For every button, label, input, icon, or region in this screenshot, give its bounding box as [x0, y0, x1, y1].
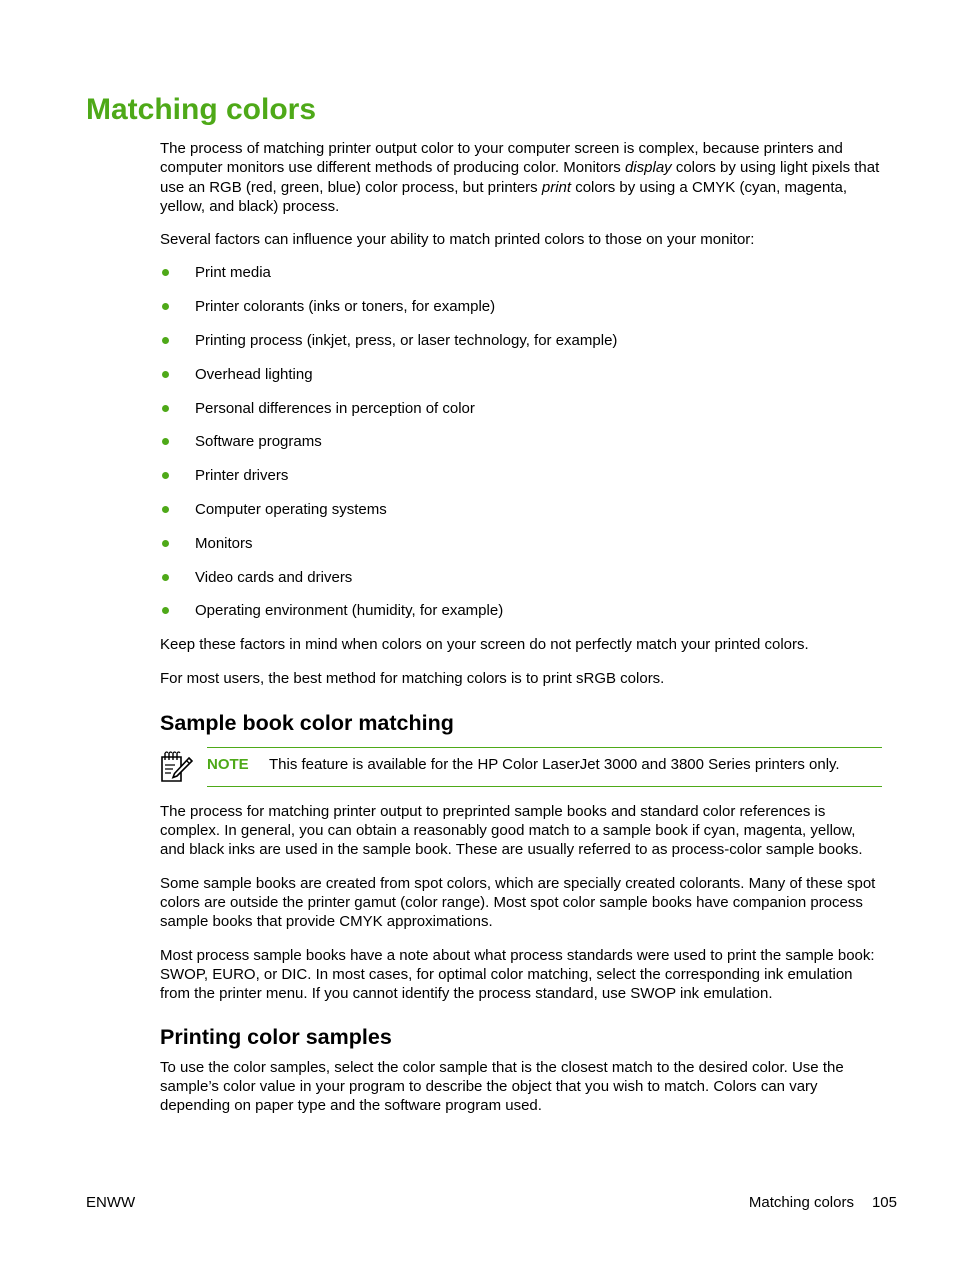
page-number: 105 — [871, 1194, 897, 1211]
intro-paragraph — [160, 139, 882, 216]
note-box — [207, 747, 882, 787]
srgb-recommendation-paragraph: For most users, the best method for matching colors is to print sRGB colors. — [160, 669, 665, 687]
bullet-icon — [162, 337, 169, 344]
bullet-icon — [162, 574, 169, 581]
list-item — [160, 601, 882, 620]
bullet-icon — [162, 607, 169, 614]
list-item — [160, 534, 882, 553]
section-heading-sample-book: Sample book color matching — [160, 710, 454, 735]
list-item-text: Printer colorants (inks or toners, for example) — [195, 298, 496, 316]
list-item-text: Computer operating systems — [195, 501, 387, 519]
spot-colors-paragraph: Some sample books are created from spot colors, which are specially created colorants. Many of these spot colors are outside the printer gamut (color range). Most spot color sample books have companion process sample books that provide CMYK approximations. — [160, 874, 876, 931]
color-samples-paragraph: To use the color samples, select the color sample that is the closest match to the desired color. Use the sample’s color value in your program to describe the object that you wish to match. Colors can vary depending on paper type and the software program used. — [160, 1058, 844, 1115]
note-pad-pencil-icon — [159, 750, 193, 784]
footer-page-info — [749, 1193, 897, 1212]
factors-reminder-paragraph: Keep these factors in mind when colors on your screen do not perfectly match your printed colors. — [160, 636, 809, 654]
list-item-text: Operating environment (humidity, for example) — [195, 602, 504, 620]
bullet-icon — [162, 438, 169, 445]
list-item — [160, 331, 882, 350]
list-item — [160, 568, 882, 587]
list-item-text: Printing process (inkjet, press, or laser technology, for example) — [195, 332, 618, 350]
intro-text: The process of matching printer output color to your computer screen is complex, because printers and computer monitors use different methods of producing color. Monitors — [160, 140, 843, 177]
page-content — [160, 139, 882, 1129]
list-item-text: Personal differences in perception of color — [195, 399, 475, 417]
footer-doc-id: ENWW — [86, 1194, 136, 1211]
list-item-text: Monitors — [195, 534, 253, 552]
intro-text: colors by using light pixels that use an RGB (red, green, blue) color process, but printers — [160, 159, 880, 196]
list-item — [160, 500, 882, 519]
bullet-icon — [162, 303, 169, 310]
bullet-icon — [162, 540, 169, 547]
intro-text: colors by using a CMYK (cyan, magenta, yellow, and black) process. — [160, 178, 848, 215]
list-item-text: Print media — [195, 264, 271, 282]
page-title: Matching colors — [86, 93, 317, 126]
list-item — [160, 466, 882, 485]
factors-list — [160, 263, 882, 620]
list-item-text: Video cards and drivers — [195, 568, 353, 586]
bullet-icon — [162, 269, 169, 276]
bullet-icon — [162, 371, 169, 378]
note-label: NOTE — [207, 755, 249, 773]
bullet-icon — [162, 405, 169, 412]
list-item — [160, 399, 882, 418]
section-heading-printing-samples: Printing color samples — [160, 1024, 392, 1049]
sample-book-paragraph: The process for matching printer output to preprinted sample books and standard color references is complex. In general, you can obtain a reasonably good match to a sample book if cyan, magenta, yellow, and black inks are used in the sample book. These are usually referred to as process-color sample books. — [160, 802, 863, 859]
list-item-text: Overhead lighting — [195, 365, 313, 383]
factors-intro-paragraph: Several factors can influence your ability to match printed colors to those on your monitor: — [160, 231, 755, 249]
emphasis-print: print — [541, 178, 572, 196]
list-item — [160, 365, 882, 384]
list-item — [160, 432, 882, 451]
note-text: This feature is available for the HP Color LaserJet 3000 and 3800 Series printers only. — [269, 755, 840, 773]
list-item — [160, 297, 882, 316]
list-item-text: Software programs — [195, 433, 322, 451]
process-standards-paragraph: Most process sample books have a note about what process standards were used to print the sample book: SWOP, EURO, or DIC. In most cases, for optimal color matching, select the corresponding ink emulation from the printer menu. If you cannot identify the process standard, use SWOP ink emulation. — [160, 946, 875, 1003]
bullet-icon — [162, 506, 169, 513]
list-item-text: Printer drivers — [195, 467, 289, 485]
list-item — [160, 263, 882, 282]
emphasis-display: display — [624, 159, 672, 177]
bullet-icon — [162, 472, 169, 479]
footer-section-name: Matching colors — [748, 1194, 854, 1211]
